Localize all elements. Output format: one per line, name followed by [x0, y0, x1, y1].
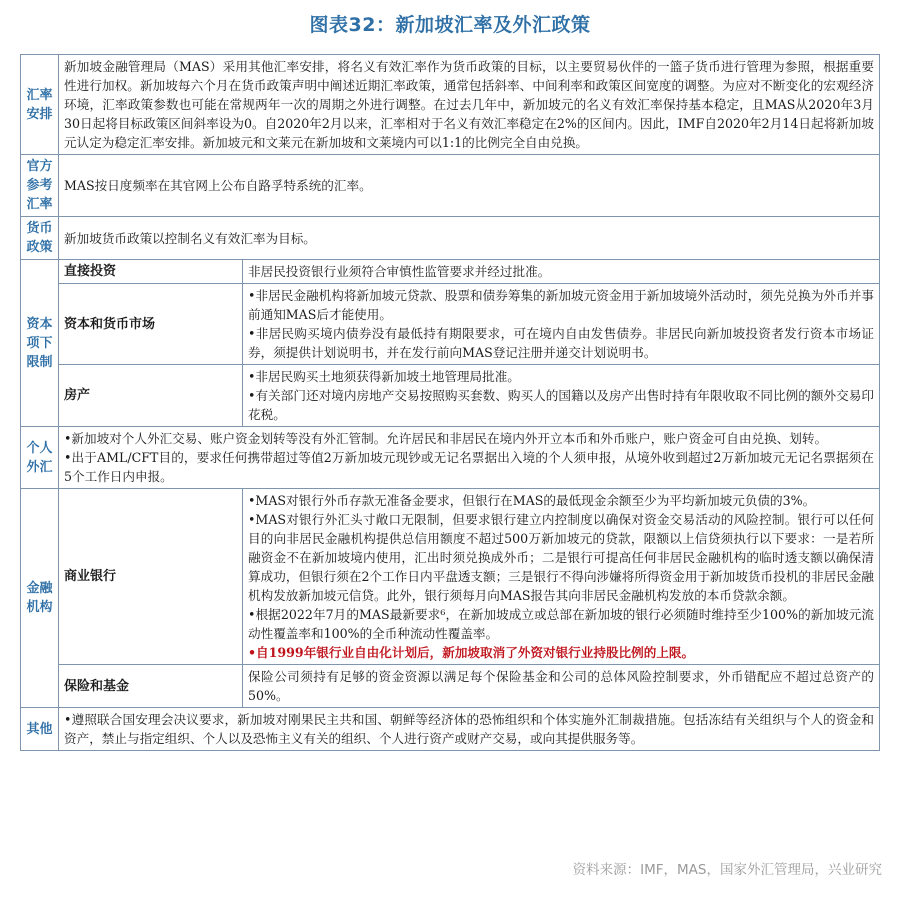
category-personal: 个人外汇 [21, 427, 59, 489]
exchange-text: 新加坡金融管理局（MAS）采用其他汇率安排，将名义有效汇率作为货币政策的目标，以主要贸易伙伴的一篮子货币进行管理为参照，根据重要性进行加权。新加坡每六个月在货币政策声明中阐述近期汇率政策，通常包括斜率、中间利率和政策区间宽度的调整。为应对不断变化的宏观经济环境，汇率政策参数也可能在常规两年一次的周期之外进行调整。在过去几年中，新加坡元的名义有效汇率保持基本稳定，且MAS从2020年3月30日起将目标政策区间斜率设为0。自2020年2月以来，汇率相对于名义有效汇率稳定在2%的区间内。因此，IMF自2020年2月14日起将新加坡元认定为稳定汇率安排。新加坡元和文莱元在新加坡和文莱境内可以1:1的比例完全自由兑换。 [59, 55, 880, 155]
row-other [21, 708, 880, 751]
insurance-text: 保险公司须持有足够的资金资源以满足每个保险基金和公司的总体风险控制要求，外币错配应不超过总资产的50%。 [243, 665, 880, 708]
other-text: •遵照联合国安理会决议要求，新加坡对刚果民主共和国、朝鲜等经济体的恐怖组织和个体实施外汇制裁措施。包括冻结有关组织与个人的资金和资产，禁止与指定组织、个人以及恐怖主义有关的组织、个人进行资产或财产交易，或向其提供服务等。 [59, 708, 880, 751]
category-official: 官方参考汇率 [21, 155, 59, 217]
official-text: MAS按日度频率在其官网上公布自路孚特系统的汇率。 [59, 155, 880, 217]
category-exchange: 汇率安排 [21, 55, 59, 155]
list-item: •非居民购买境内债券没有最低持有期限要求，可在境内自由发售债券。非居民向新加坡投资者发行资本市场证券，须提供计划说明书，并在发行前向MAS登记注册并递交计划说明书。 [248, 326, 874, 360]
list-item: •出于AML/CFT目的，要求任何携带超过等值2万新加坡元现钞或无记名票据出入境的个人须申报，从境外收到超过2万新加坡元无记名票据须在5个工作日内申报。 [64, 450, 874, 484]
category-financial: 金融机构 [21, 489, 59, 708]
page-title: 图表32：新加坡汇率及外汇政策 [309, 14, 591, 36]
row-capital-market [21, 284, 880, 365]
fdi-label: 直接投资 [59, 260, 243, 284]
source-note: 资料来源：IMF，MAS，国家外汇管理局，兴业研究 [572, 862, 882, 878]
property-text [243, 365, 880, 427]
market-text [243, 284, 880, 365]
row-monetary-policy [21, 217, 880, 260]
monetary-text: 新加坡货币政策以控制名义有效汇率为目标。 [59, 217, 880, 260]
market-label: 资本和货币市场 [59, 284, 243, 365]
row-financial-bank [21, 489, 880, 665]
list-item: •根据2022年7月的MAS最新要求⁶，在新加坡成立或总部在新加坡的银行必须随时维持至少100%的新加坡元流动性覆盖率和100%的全币种流动性覆盖率。 [248, 607, 874, 641]
highlight-item: •自1999年银行业自由化计划后，新加坡取消了外资对银行业持股比例的上限。 [248, 645, 695, 660]
list-item: •MAS对银行外汇头寸敞口无限制，但要求银行建立内控制度以确保对资金交易活动的风险控制。银行可以任何目的向非居民金融机构提供总信用额度不超过500万新加坡元的贷款，限额以上信贷须执行以下要求：一是若所融资金不在新加坡境内使用，汇出时须兑换成外币；二是银行可提高任何非居民金融机构的临时透支额以确保清算成功，但银行须在2个工作日内平盘透支额；三是银行不得向涉嫌将所得资金用于新加坡货币投机的非居民金融机构发放新加坡元信贷。此外，银行须每月向MAS报告其向非居民金融机构发放的本币贷款余额。 [248, 512, 874, 603]
category-monetary: 货币政策 [21, 217, 59, 260]
bank-label: 商业银行 [59, 489, 243, 665]
list-item: •非居民金融机构将新加坡元贷款、股票和债券筹集的新加坡元资金用于新加坡境外活动时，须先兑换为外币并事前通知MAS后才能使用。 [248, 288, 874, 322]
category-capital: 资本项下限制 [21, 260, 59, 427]
list-item: •MAS对银行外币存款无准备金要求，但银行在MAS的最低现金余额至少为平均新加坡元负债的3%。 [248, 493, 816, 508]
insurance-label: 保险和基金 [59, 665, 243, 708]
row-capital-property [21, 365, 880, 427]
personal-text [59, 427, 880, 489]
property-label: 房产 [59, 365, 243, 427]
policy-table [20, 54, 880, 751]
row-exchange-arrangement [21, 55, 880, 155]
list-item: •非居民购买土地须获得新加坡土地管理局批准。 [248, 369, 520, 384]
bank-text [243, 489, 880, 665]
row-personal-fx [21, 427, 880, 489]
row-capital-fdi [21, 260, 880, 284]
category-other: 其他 [21, 708, 59, 751]
row-official-rate [21, 155, 880, 217]
fdi-text: 非居民投资银行业须符合审慎性监管要求并经过批准。 [243, 260, 880, 284]
list-item: •有关部门还对境内房地产交易按照购买套数、购买人的国籍以及房产出售时持有年限收取不同比例的额外交易印花税。 [248, 388, 874, 422]
row-financial-insurance [21, 665, 880, 708]
list-item: •新加坡对个人外汇交易、账户资金划转等没有外汇管制。允许居民和非居民在境内外开立本币和外币账户，账户资金可自由兑换、划转。 [64, 431, 828, 446]
